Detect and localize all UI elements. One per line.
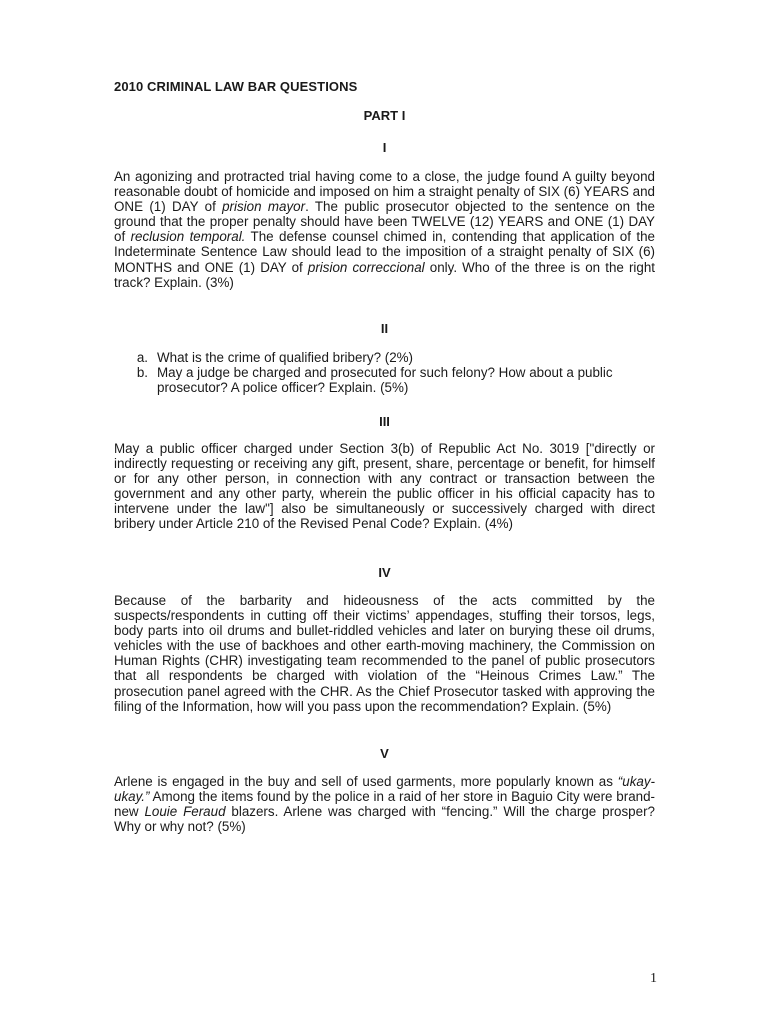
question-number-5: V [380,746,389,761]
text-run: Because of the barbarity and hideousness of the acts committed by the suspects/respondents in cutting off their victims’ appendages, stuffing their torsos, legs, body parts into oil drums and bullet-riddled vehicles and later on burying these oil drums, vehicles with the use of backhoes and other earth-moving machinery, the Commission on Human Rights (CHR) investigating team recommended to the panel of public prosecutors that all respondents be charged with violation of the “Heinous Crimes Law.” The prosecution panel agreed with the CHR. As the Chief Prosecutor tasked with approving the filing of the Information, how will you pass upon the recommendation? Explain. (5%) [114,593,655,714]
question-2b-text: May a judge be charged and prosecuted for such felony? How about a public prosecutor? A police officer? Explain. (5%) [157,365,613,396]
text-run: The defense counsel chimed in, contending that application of the Indeterminate Sentence Law should lead to the imposition of a straight penalty of SIX (6) MONTHS and ONE (1) DAY of [114,229,655,275]
text-run: only. Who of the three is on the right track? Explain. (3%) [114,259,655,290]
question-2a-text: What is the crime of qualified bribery? (2%) [157,350,414,365]
question-number-2: II [380,321,389,336]
question-1-text [114,169,655,290]
list-item [114,365,655,395]
text-run: . The public prosecutor objected to the sentence on the ground that the proper penalty should have been TWELVE (12) YEARS and ONE (1) DAY of [114,199,655,245]
italic-text-run: reclusion temporal. [130,229,246,245]
text-run: May a public officer charged under Section 3(b) of Republic Act No. 3019 ["directly or indirectly requesting or receiving any gift, present, share, percentage or benefit, for himself or for any other person, in connection with any contract or transaction between the government and any other party, wherein the public officer in his official capacity has to intervene under the law"] also be simultaneously or successively charged with direct bribery under Article 210 of the Revised Penal Code? Explain. (4%) [114,441,655,532]
question-5-text [114,774,655,834]
question-2-list [114,350,655,395]
italic-text-run: Louie Feraud [144,804,226,820]
question-number-3: III [379,414,390,429]
list-item [114,350,655,365]
italic-text-run: prision mayor [222,199,306,215]
text-run: blazers. Arlene was charged with “fencing.” Will the charge prosper? Why or why not? (5%) [114,804,655,835]
question-4-text [114,593,655,714]
document-title: 2010 CRIMINAL LAW BAR QUESTIONS [114,79,358,94]
list-marker: b. [136,365,148,381]
part-heading: PART I [363,108,406,123]
page-number: 1 [650,971,657,986]
text-run: Among the items found by the police in a raid of her store in Baguio City were brand-new [114,789,655,820]
italic-text-run: “ukay-ukay.” [114,774,655,805]
question-number-1: I [382,140,387,155]
text-run: Arlene is engaged in the buy and sell of used garments, more popularly known as [114,774,618,789]
list-marker: a. [136,350,148,365]
text-run: An agonizing and protracted trial having come to a close, the judge found A guilty beyond reasonable doubt of homicide and imposed on him a straight penalty of SIX (6) YEARS and ONE (1) DAY of [114,169,655,215]
question-number-4: IV [378,565,391,580]
question-3-text [114,441,655,532]
italic-text-run: prision correccional [307,259,425,275]
